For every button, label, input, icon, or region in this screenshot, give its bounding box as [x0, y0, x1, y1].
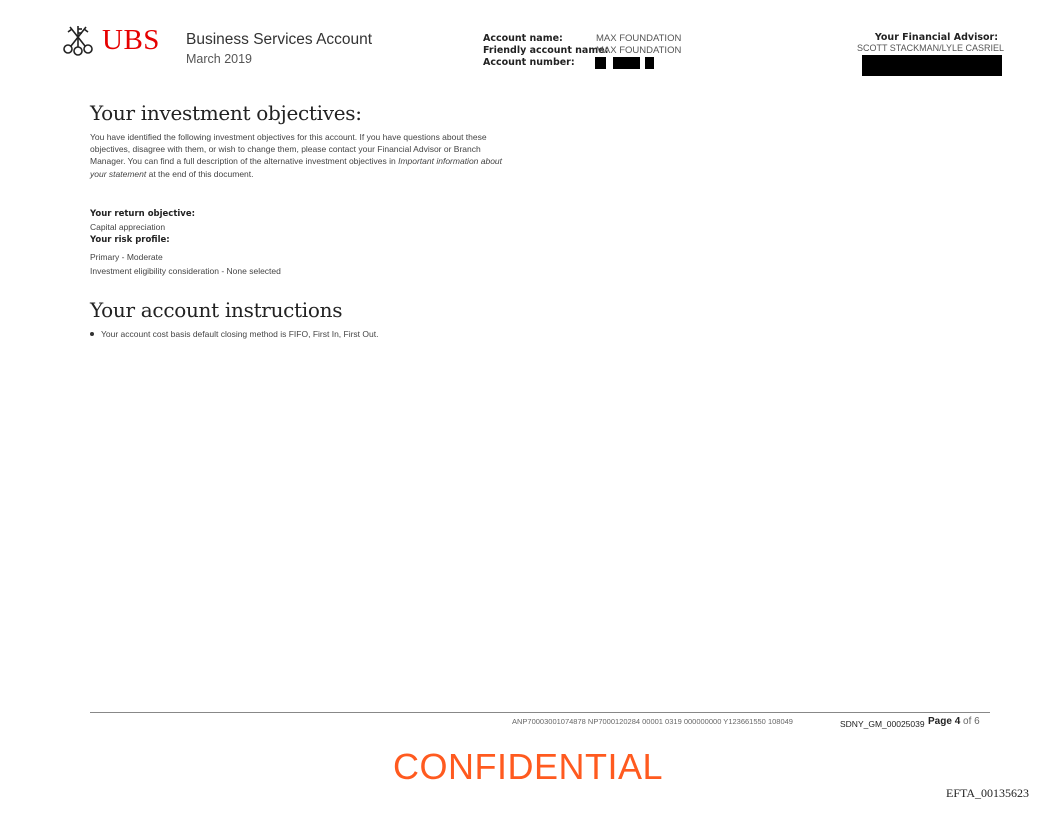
redaction-block	[595, 57, 606, 69]
footer-document-code: ANP70003001074878 NP7000120284 00001 0319 000000000 Y123661550 108049	[512, 717, 793, 726]
statement-period: March 2019	[186, 52, 253, 66]
page-total: of 6	[963, 716, 980, 727]
advisor-names: SCOTT STACKMAN/LYLE CASRIEL	[856, 43, 1004, 53]
instructions-heading: Your account instructions	[90, 298, 343, 322]
document-title: Business Services Account	[186, 31, 373, 48]
account-name-label: Account name:	[483, 33, 563, 44]
risk-profile-value: Primary - Moderate	[90, 252, 163, 262]
instruction-text: Your account cost basis default closing method is FIFO, First In, First Out.	[101, 329, 379, 339]
redaction-block	[613, 57, 640, 69]
page-indicator	[928, 716, 980, 727]
efta-number: EFTA_00135623	[946, 786, 1030, 800]
advisor-label: Your Financial Advisor:	[874, 32, 998, 43]
objectives-intro-text: You have identified the following investment objectives for this account. If you have questions about these objectives, disagree with them, or wish to change them, please contact your Financial Advisor or Branch Manager. You can find a full description of the alternative investment objectives in	[90, 132, 487, 167]
redaction-block	[645, 57, 654, 69]
brand-name: UBS	[102, 23, 160, 56]
confidential-stamp: CONFIDENTIAL	[392, 746, 664, 787]
objectives-intro-reference: Important information about your statement	[90, 156, 503, 179]
bates-number: SDNY_GM_00025039	[840, 719, 925, 729]
return-objective-value: Capital appreciation	[90, 222, 166, 232]
redaction-block	[862, 55, 1002, 76]
friendly-name-value: MAX FOUNDATION	[596, 45, 682, 56]
objectives-intro-end: at the end of this document.	[146, 168, 254, 179]
ubs-keys-icon	[60, 22, 96, 58]
account-name-value: MAX FOUNDATION	[596, 33, 682, 44]
return-objective-label: Your return objective:	[90, 209, 196, 219]
objectives-heading: Your investment objectives:	[90, 101, 362, 125]
friendly-name-label: Friendly account name:	[483, 45, 609, 56]
bullet-icon	[90, 332, 94, 336]
page-label: Page	[928, 716, 952, 727]
footer-divider	[90, 712, 990, 713]
ubs-logo	[60, 22, 160, 58]
risk-profile-label: Your risk profile:	[90, 235, 170, 245]
eligibility-consideration: Investment eligibility consideration - None selected	[90, 266, 281, 276]
objectives-intro	[90, 131, 510, 180]
page-number: 4	[954, 716, 961, 727]
list-item	[90, 329, 378, 339]
account-number-label: Account number:	[483, 57, 575, 68]
